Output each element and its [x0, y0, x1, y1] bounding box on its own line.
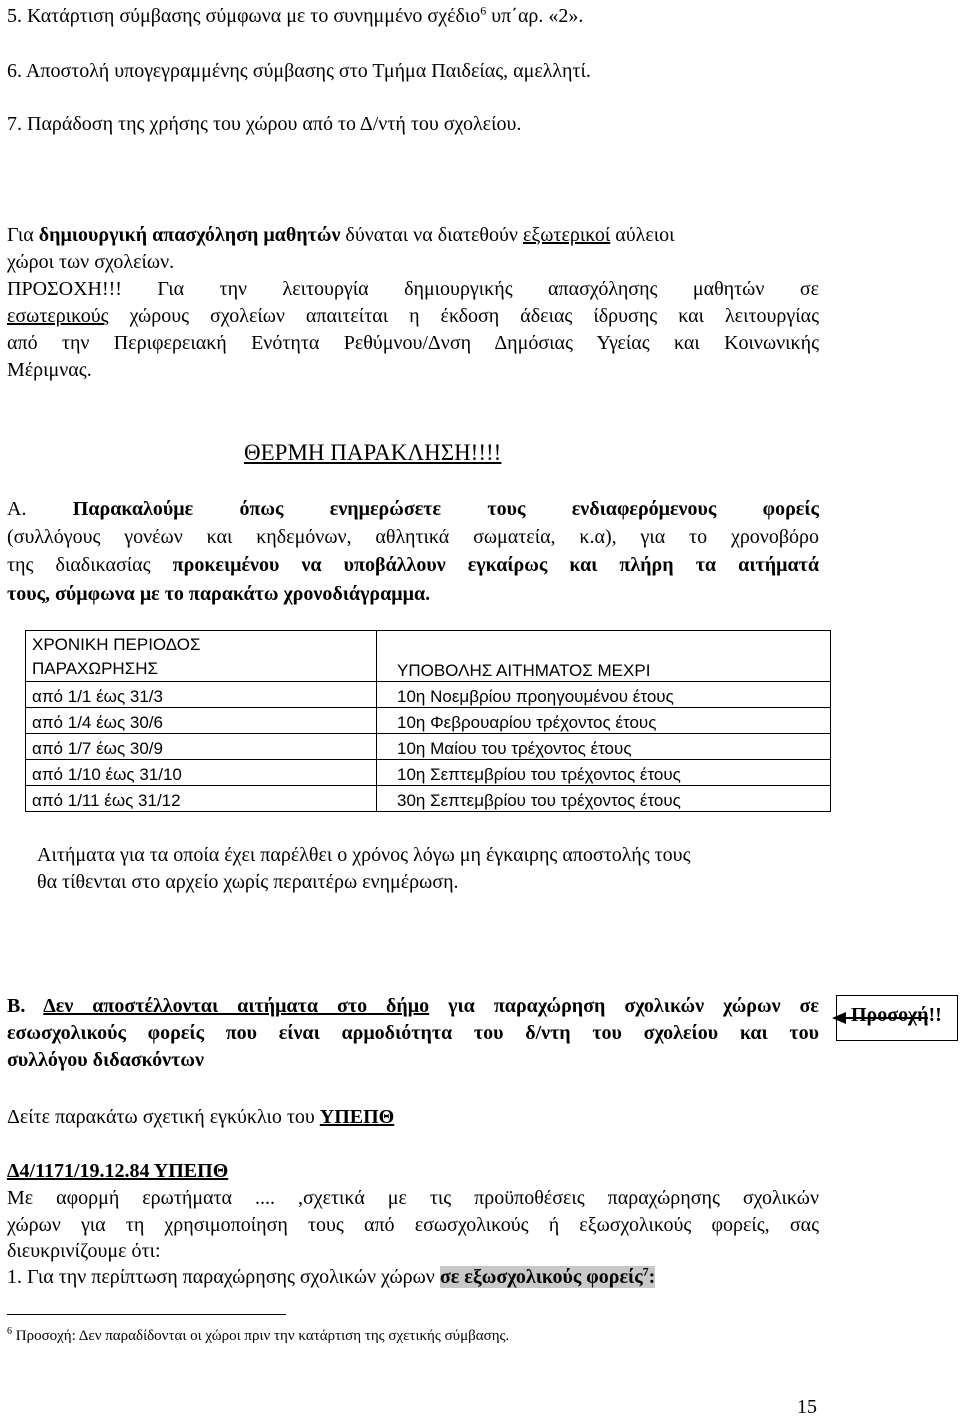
- deadline-cell: 10η Μαίου του τρέχοντος έτους: [377, 734, 831, 760]
- circular-line-1: Με αφορμή ερωτήματα .... ,σχετικά με τις προϋποθέσεις παραχώρησης σχολικών: [7, 1187, 819, 1209]
- period-cell: από 1/11 έως 31/12: [26, 786, 377, 812]
- deadline-cell: 10η Σεπτεμβρίου του τρέχοντος έτους: [377, 760, 831, 786]
- outdoor-spaces-line-2: χώροι των σχολείων.: [7, 251, 175, 273]
- circular-item-1: 1. Για την περίπτωση παραχώρησης σχολικών χώρων σε εξωσχολικούς φορείς$^7$:: [7, 1264, 656, 1288]
- outdoor-bold: δημιουργική απασχόληση μαθητών: [38, 224, 341, 246]
- deadline-cell: 30η Σεπτεμβρίου του τρέχοντος έτους: [377, 786, 831, 812]
- section-a-line-3-bold: προκειμένου να υποβάλλουν εγκαίρως και πλήρη τα αιτήματά: [172, 554, 819, 576]
- indoor-underlined: εσωτερικούς: [7, 305, 109, 327]
- warm-request-heading: ΘΕΡΜΗ ΠΑΡΑΚΛΗΣΗ!!!!: [244, 440, 502, 465]
- schedule-table: [25, 630, 831, 812]
- attention-callout-text: Προσοχή!!: [851, 1004, 942, 1026]
- footnote-separator: [7, 1314, 286, 1315]
- list-item-5-text: 5. Κατάρτιση σύμβασης σύμφωνα με το συνημμένο σχέδιο: [7, 5, 481, 27]
- header-period: ΧΡΟΝΙΚΗ ΠΕΡΙΟΔΟΣ ΠΑΡΑΧΩΡΗΣΗΣ: [26, 631, 377, 682]
- section-b-underlined: Δεν αποστέλλονται αιτήματα στο δήμο: [43, 995, 430, 1017]
- table-row: [26, 760, 831, 786]
- period-cell: από 1/7 έως 30/9: [26, 734, 377, 760]
- section-a-line-1: Α. Παρακαλούμε όπως ενημερώσετε τους ενδιαφερόμενους φορείς: [7, 498, 819, 520]
- table-row: [26, 708, 831, 734]
- page-number: 15: [797, 1396, 817, 1418]
- callout-arrow-icon: [832, 1008, 932, 1028]
- table-row: [26, 786, 831, 812]
- section-a-line-4: τους, σύμφωνα με το παρακάτω χρονοδιάγραμμα.: [7, 583, 431, 605]
- external-bodies-highlight: σε εξωσχολικούς φορείς$^7$:: [439, 1264, 656, 1288]
- ypepth-reference: ΥΠΕΠΘ: [319, 1106, 395, 1128]
- schedule-header-row: [26, 631, 831, 682]
- section-a-line-2: (συλλόγους γονέων και κηδεμόνων, αθλητικά σωματεία, κ.α), για το χρονοβόρο: [7, 526, 819, 548]
- section-a-bold: Παρακαλούμε όπως ενημερώσετε τους ενδιαφερόμενους φορείς: [72, 498, 819, 520]
- footnote-6: $^6$ Προσοχή: Δεν παραδίδονται οι χώροι πριν την κατάρτιση της σχετικής σύμβασης.: [7, 1326, 510, 1344]
- circular-line-2: χώρων για τη χρησιμοποίηση τους από εσωσχολικούς ή εξωσχολικούς φορείς, σας: [7, 1214, 819, 1236]
- table-row: [26, 682, 831, 708]
- circular-line-3: διευκρινίζουμε ότι:: [7, 1240, 161, 1262]
- period-cell: από 1/1 έως 31/3: [26, 682, 377, 708]
- header-deadline: ΥΠΟΒΟΛΗΣ ΑΙΤΗΜΑΤΟΣ ΜΕΧΡΙ: [377, 631, 831, 682]
- section-a-line-3: της διαδικασίας προκειμένου να υποβάλλουν εγκαίρως και πλήρη τα αιτήματά: [7, 554, 819, 576]
- circular-reference: Δ4/1171/19.12.84 ΥΠΕΠΘ: [7, 1160, 229, 1182]
- table-row: [26, 734, 831, 760]
- attention-line-4: Μέριμνας.: [7, 359, 92, 381]
- period-cell: από 1/10 έως 31/10: [26, 760, 377, 786]
- deadline-cell: 10η Φεβρουαρίου τρέχοντος έτους: [377, 708, 831, 734]
- outdoor-spaces-line-1: Για δημιουργική απασχόληση μαθητών δύναται να διατεθούν εξωτερικοί αύλειοι: [7, 224, 675, 246]
- footnote-ref-7: 7: [642, 1264, 649, 1279]
- list-item-7: 7. Παράδοση της χρήσης του χώρου από το Δ/ντή του σχολείου.: [7, 113, 522, 135]
- attention-line-2: εσωτερικούς χώρους σχολείων απαιτείται η έκδοση άδειας ίδρυσης και λειτουργίας: [7, 305, 819, 327]
- deadline-cell: 10η Νοεμβρίου προηγουμένου έτους: [377, 682, 831, 708]
- late-requests-note: Αιτήματα για τα οποία έχει παρέλθει ο χρόνος λόγω μη έγκαιρης αποστολής τους θα τίθενται στο αρχείο χωρίς περαιτέρω ενημέρωση.: [37, 844, 691, 893]
- footnote-ref-6: 6: [480, 3, 487, 18]
- section-b: Β. Δεν αποστέλλονται αιτήματα στο δήμο για παραχώρηση σχολικών χώρων σε εσωσχολικούς φορείς που είναι αρμοδιότητα του δ/ντη του σχολείου και του συλλόγου διδασκόντων: [7, 995, 819, 1071]
- list-item-5-tail: υπ΄αρ. «2».: [486, 5, 584, 27]
- period-cell: από 1/4 έως 30/6: [26, 708, 377, 734]
- list-item-6: 6. Αποστολή υπογεγραμμένης σύμβασης στο Τμήμα Παιδείας, αμελλητί.: [7, 60, 591, 82]
- outdoor-underlined: εξωτερικοί: [522, 224, 611, 246]
- attention-line-1: ΠΡΟΣΟΧΗ!!! Για την λειτουργία δημιουργικής απασχόλησης μαθητών σε: [7, 278, 819, 300]
- list-item-5: [7, 4, 583, 28]
- see-below-line: Δείτε παρακάτω σχετική εγκύκλιο του ΥΠΕΠΘ: [7, 1106, 395, 1128]
- attention-line-3: από την Περιφερειακή Ενότητα Ρεθύμνου/Δνση Δημόσιας Υγείας και Κοινωνικής: [7, 332, 819, 354]
